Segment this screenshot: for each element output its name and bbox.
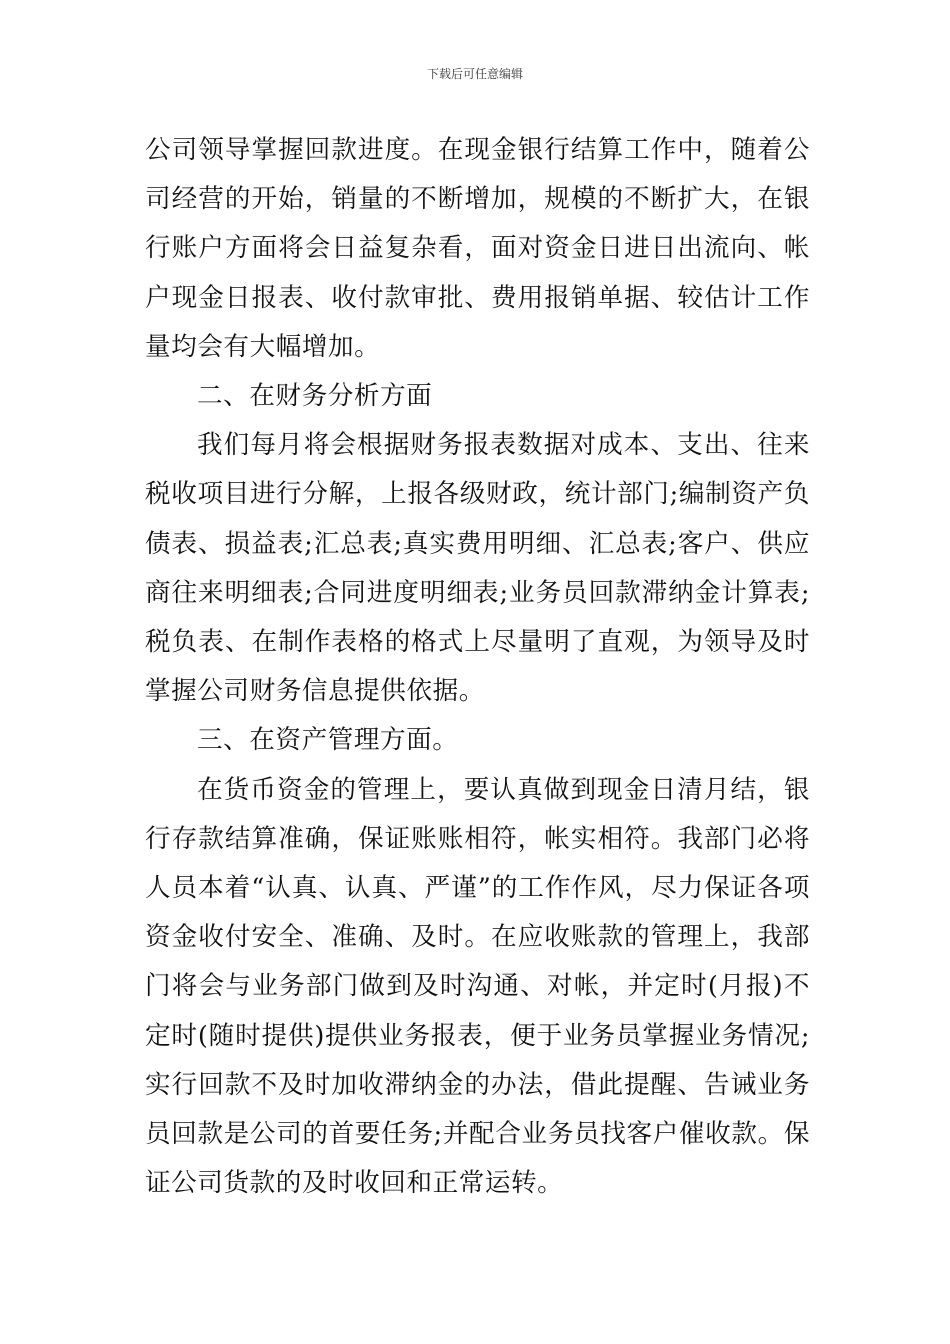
section-heading-financial-analysis: 二、在财务分析方面: [197, 381, 433, 412]
paragraph-asset-management: 在货币资金的管理上，要认真做到现金日清月结，银行存款结算准确，保证账账相符，帐实相符。我部门必将人员本着“认真、认真、严谨”的工作作风，尽力保证各项资金收付安全、准确、及时。在应收账款的管理上，我部门将会与业务部门做到及时沟通、对帐，并定时(月报)不定时(随时提供)提供业务报表，便于业务员掌握业务情况;实行回款不及时加收滞纳金的办法，借此提醒、告诫业务员回款是公司的首要任务;并配合业务员找客户催收款。保证公司货款的及时收回和正常运转。: [145, 774, 810, 1199]
document-body: [145, 126, 810, 1208]
paragraph-payment-progress: 公司领导掌握回款进度。在现金银行结算工作中，随着公司经营的开始，销量的不断增加，规模的不断扩大，在银行账户方面将会日益复杂看，面对资金日进日出流向、帐户现金日报表、收付款审批、费用报销单据、较估计工作量均会有大幅增加。: [145, 135, 810, 362]
paragraph-financial-analysis: 我们每月将会根据财务报表数据对成本、支出、往来税收项目进行分解，上报各级财政，统计部门;编制资产负债表、损益表;汇总表;真实费用明细、汇总表;客户、供应商往来明细表;合同进度明细表;业务员回款滞纳金计算表;税负表、在制作表格的格式上尽量明了直观，为领导及时掌握公司财务信息提供依据。: [145, 430, 810, 707]
page-header: 下载后可任意编辑: [426, 67, 523, 81]
section-heading-asset-management: 三、在资产管理方面。: [197, 725, 459, 756]
